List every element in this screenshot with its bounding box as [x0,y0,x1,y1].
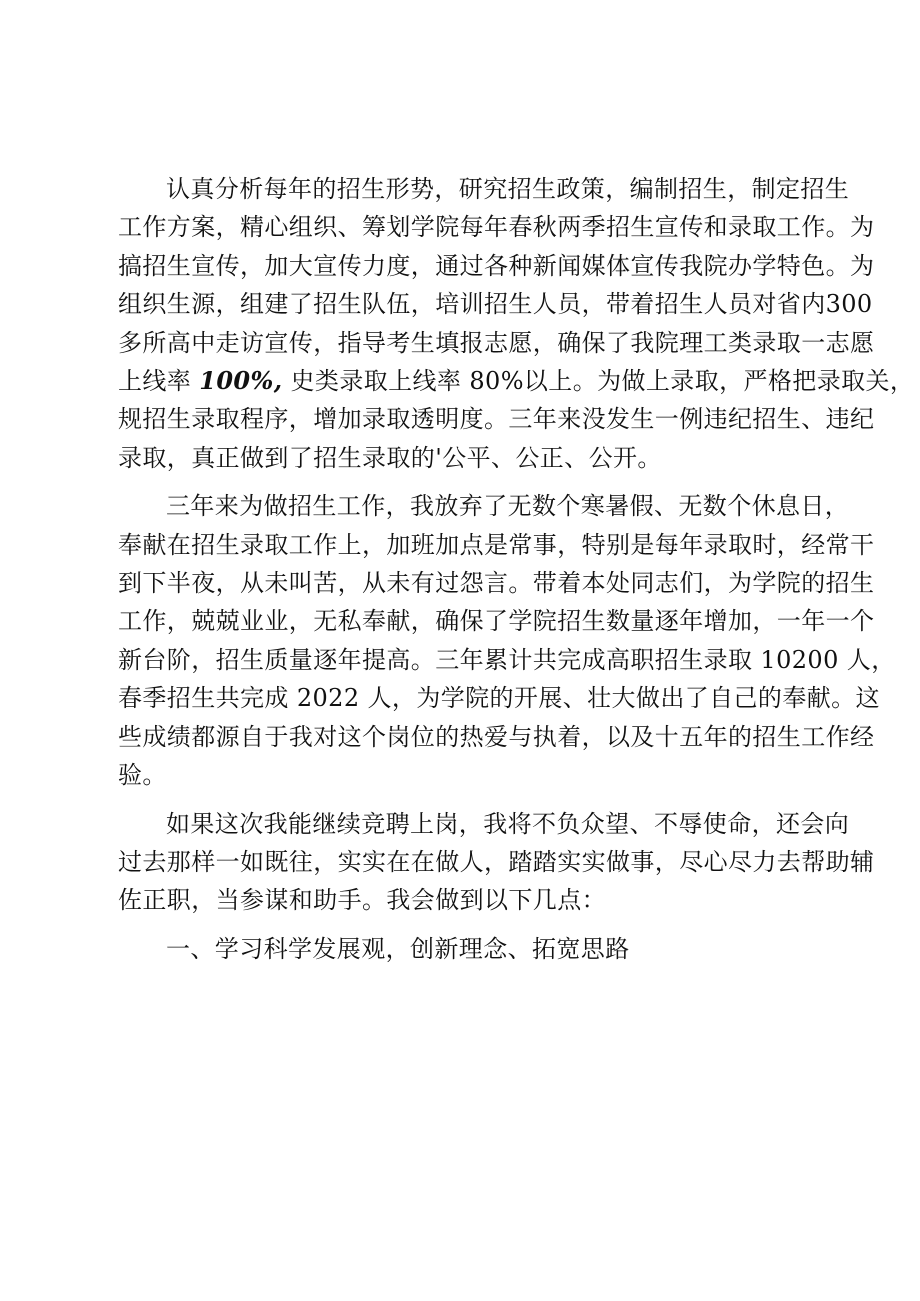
paragraph-2-line-3: 到下半夜，从未叫苦，从未有过怨言。带着本处同志们，为学院的招生 [118,569,875,598]
paragraph-2-line-5: 新台阶，招生质量逐年提高。三年累计共完成高职招生录取 10200 人， [118,645,896,674]
paragraph-1-line-2: 工作方案，精心组织、筹划学院每年春秋两季招生宣传和录取工作。为 [118,213,875,242]
paragraph-1-line-7: 规招生录取程序，增加录取透明度。三年来没发生一例违纪招生、违纪 [118,405,875,434]
paragraph-1-line-5: 多所高中走访宣传，指导考生填报志愿，确保了我院理工类录取一志愿 [118,328,875,357]
paragraph-3-line-3: 佐正职，当参谋和助手。我会做到以下几点： [118,886,606,915]
paragraph-1 [118,170,915,477]
paragraph-3-line-2: 过去那样一如既往，实实在在做人，踏踏实实做事，尽心尽力去帮助辅 [118,847,875,876]
paragraph-2-line-8: 验。 [118,761,167,790]
line-6-emphasis: 100%, [199,366,283,396]
paragraph-1-line-8: 录取，真正做到了招生录取的'公平、公正、公开。 [118,443,662,472]
paragraph-2-line-4: 工作，兢兢业业，无私奉献，确保了学院招生数量逐年增加，一年一个 [118,607,875,636]
paragraph-1-line-6 [118,362,915,400]
paragraph-2-line-7: 些成绩都源自于我对这个岗位的热爱与执着，以及十五年的招生工作经 [118,722,875,751]
paragraph-2 [118,487,896,794]
paragraph-1-line-1: 认真分析每年的招生形势，研究招生政策，编制招生，制定招生 [166,175,850,203]
paragraph-3 [118,805,875,920]
paragraph-2-line-1: 三年来为做招生工作，我放弃了无数个寒暑假、无数个休息日， [166,492,850,521]
section-heading-1: 一、学习科学发展观，创新理念、拓宽思路 [166,934,630,963]
line-6-prefix: 上线率 [118,367,200,396]
paragraph-3-line-1: 如果这次我能继续竞聘上岗，我将不负众望、不辱使命，还会向 [166,809,850,838]
document-body [118,170,915,968]
paragraph-2-line-6: 春季招生共完成 2022 人，为学院的开展、壮大做出了自己的奉献。这 [118,684,880,713]
paragraph-1-line-4: 组织生源，组建了招生队伍，培训招生人员，带着招生人员对省内300 [118,290,873,319]
line-6-suffix: 史类录取上线率 80%以上。为做上录取，严格把录取关， [282,367,915,396]
paragraph-1-line-3: 搞招生宣传，加大宣传力度，通过各种新闻媒体宣传我院办学特色。为 [118,251,875,280]
paragraph-2-line-2: 奉献在招生录取工作上，加班加点是常事，特别是每年录取时，经常干 [118,530,875,559]
